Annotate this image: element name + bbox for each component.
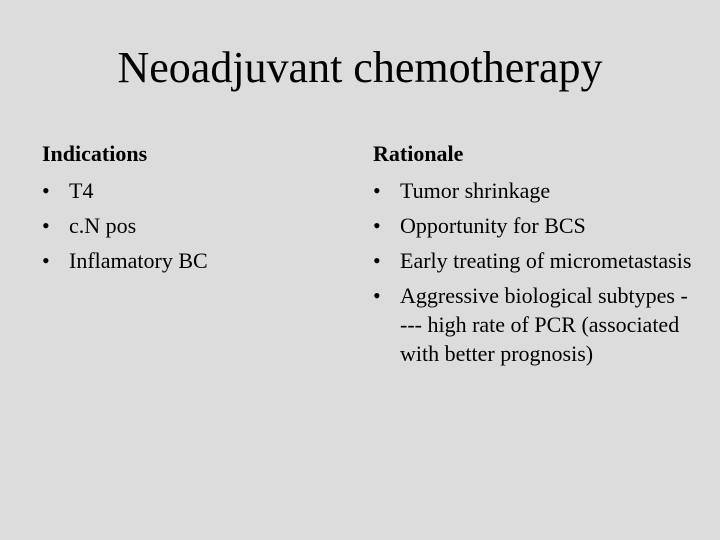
list-item-text: Aggressive biological subtypes ---- high rate of PCR (associated with better prognosis) — [400, 283, 688, 366]
bullet-icon: • — [42, 248, 50, 273]
rationale-heading: Rationale — [373, 141, 464, 166]
rationale-column — [373, 140, 693, 374]
indications-column — [42, 140, 342, 281]
list-item-text: T4 — [69, 178, 94, 203]
list-item — [373, 281, 693, 368]
list-item-text: c.N pos — [69, 213, 137, 238]
bullet-icon: • — [42, 178, 50, 203]
indications-heading: Indications — [42, 141, 148, 166]
list-item — [373, 176, 693, 205]
bullet-icon: • — [373, 248, 381, 273]
list-item — [42, 246, 342, 275]
list-item-text: Inflamatory BC — [69, 248, 208, 273]
list-item-text: Tumor shrinkage — [400, 178, 551, 203]
slide-title: Neoadjuvant chemotherapy — [117, 43, 603, 92]
bullet-icon: • — [373, 213, 381, 238]
rationale-list — [373, 176, 693, 368]
indications-list — [42, 176, 342, 275]
list-item — [42, 211, 342, 240]
list-item-text: Early treating of micrometastasis — [400, 248, 692, 273]
bullet-icon: • — [373, 178, 381, 203]
bullet-icon: • — [373, 283, 381, 308]
list-item — [42, 176, 342, 205]
list-item-text: Opportunity for BCS — [400, 213, 586, 238]
list-item — [373, 246, 693, 275]
list-item — [373, 211, 693, 240]
bullet-icon: • — [42, 213, 50, 238]
